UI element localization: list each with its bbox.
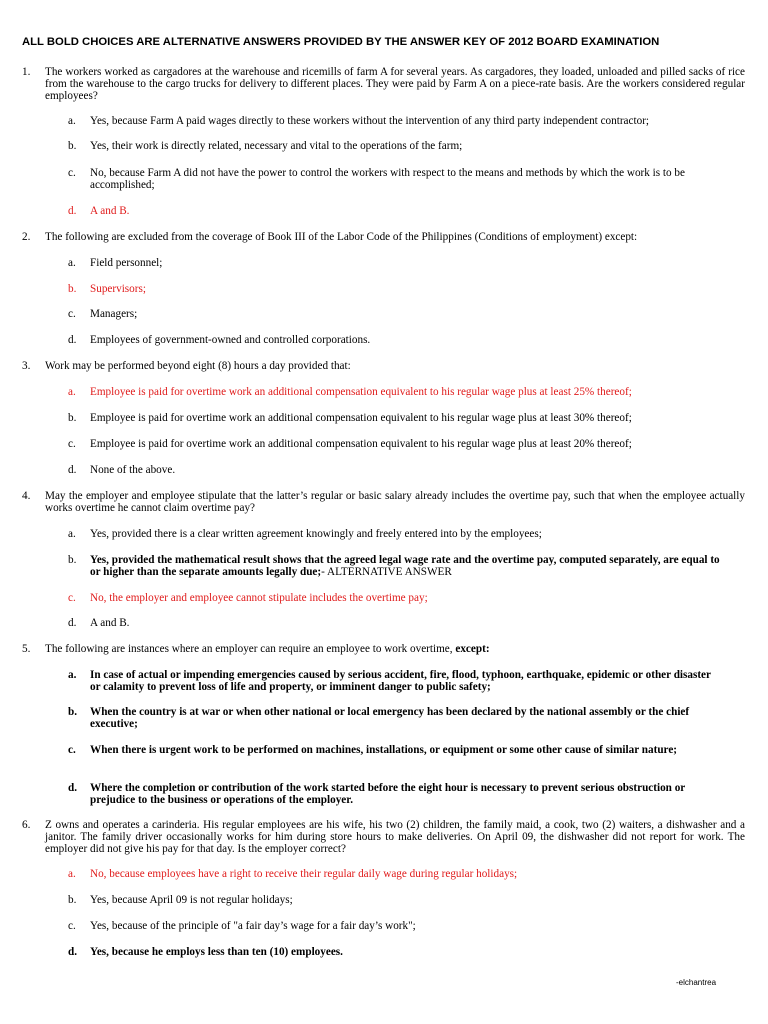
choice-text: Yes, provided there is a clear written agreement knowingly and freely entered into by the employees; bbox=[90, 528, 542, 540]
choice-letter: d. bbox=[68, 334, 77, 346]
alternative-answer-note: - ALTERNATIVE ANSWER bbox=[321, 566, 452, 578]
choice-text bbox=[90, 554, 722, 578]
choice-text: Yes, because he employs less than ten (10) employees. bbox=[90, 946, 343, 958]
question-number: 2. bbox=[22, 231, 31, 243]
choice-letter: c. bbox=[68, 920, 76, 932]
choice-letter: c. bbox=[68, 167, 76, 179]
choice-letter: a. bbox=[68, 868, 76, 880]
choice-letter: b. bbox=[68, 412, 77, 424]
choice-text: Where the completion or contribution of the work started before the eight hour is necessary to prevent serious obstruction or prejudice to the business or operations of the employer. bbox=[90, 782, 686, 806]
choice-text: Field personnel; bbox=[90, 257, 163, 269]
choice-text: No, the employer and employee cannot stipulate includes the overtime pay; bbox=[90, 592, 428, 604]
question-number: 4. bbox=[22, 490, 31, 502]
choice-letter: c. bbox=[68, 438, 76, 450]
choice-text: Employee is paid for overtime work an additional compensation equivalent to his regular wage plus at least 25% thereof; bbox=[90, 386, 632, 398]
question-text bbox=[45, 643, 745, 655]
choice-text: No, because employees have a right to receive their regular daily wage during regular holidays; bbox=[90, 868, 518, 880]
question-text: May the employer and employee stipulate that the latter’s regular or basic salary already includes the overtime pay, such that when the employee actually works overtime he cannot claim overtime pay? bbox=[45, 490, 745, 514]
choice-letter: b. bbox=[68, 140, 77, 152]
choice-letter: a. bbox=[68, 257, 76, 269]
choice-text: Yes, because April 09 is not regular holidays; bbox=[90, 894, 293, 906]
choice-text: Managers; bbox=[90, 308, 138, 320]
choice-text: Yes, because of the principle of "a fair day’s wage for a fair day’s work"; bbox=[90, 920, 416, 932]
choice-text: Employee is paid for overtime work an additional compensation equivalent to his regular wage plus at least 30% thereof; bbox=[90, 412, 632, 424]
choice-text: In case of actual or impending emergencies caused by serious accident, fire, flood, typhoon, earthquake, epidemic or other disaster or calamity to prevent loss of life and property, or imminent danger to public safety; bbox=[90, 669, 711, 693]
choice-text: No, because Farm A did not have the power to control the workers with respect to the means and methods by which the work is to be accomplished; bbox=[90, 167, 685, 191]
question-plain-text: The following are instances where an employer can require an employee to work overtime, bbox=[45, 643, 456, 655]
question-number: 5. bbox=[22, 643, 31, 655]
question-number: 1. bbox=[22, 66, 31, 78]
choice-text: Employee is paid for overtime work an additional compensation equivalent to his regular wage plus at least 20% thereof; bbox=[90, 438, 632, 450]
choice-letter: d. bbox=[68, 617, 77, 629]
question-text: The following are excluded from the coverage of Book III of the Labor Code of the Philippines (Conditions of employment) except: bbox=[45, 231, 638, 243]
choice-text: When there is urgent work to be performed on machines, installations, or equipment or some other cause of similar nature; bbox=[90, 744, 678, 756]
choice-letter: d. bbox=[68, 946, 78, 958]
choice-letter: c. bbox=[68, 744, 76, 756]
choice-text: Supervisors; bbox=[90, 283, 146, 295]
choice-text: Yes, because Farm A paid wages directly to these workers without the intervention of any third party independent contractor; bbox=[90, 115, 650, 127]
question-text: Work may be performed beyond eight (8) hours a day provided that: bbox=[45, 360, 351, 372]
choice-letter: c. bbox=[68, 308, 76, 320]
choice-letter: a. bbox=[68, 528, 76, 540]
author-signature: -elchantrea bbox=[676, 978, 717, 987]
choice-text: Yes, their work is directly related, necessary and vital to the operations of the farm; bbox=[90, 140, 463, 152]
choice-letter: b. bbox=[68, 894, 77, 906]
choice-text: None of the above. bbox=[90, 464, 176, 476]
question-text: Z owns and operates a carinderia. His regular employees are his wife, his two (2) children, the family maid, a cook, two (2) waiters, a dishwasher and a janitor. The family driver occasionally works for him during store hours to make deliveries. On April 09, the dishwasher did not report for work. The employer did not give his pay for that day. Is the employer correct? bbox=[45, 819, 745, 855]
choice-letter: a. bbox=[68, 386, 76, 398]
choice-text: When the country is at war or when other national or local emergency has been declared by the national assembly or the chief executive; bbox=[90, 706, 690, 730]
choice-text: A and B. bbox=[90, 617, 130, 629]
page-header: ALL BOLD CHOICES ARE ALTERNATIVE ANSWERS PROVIDED BY THE ANSWER KEY OF 2012 BOARD EXAMINATION bbox=[22, 36, 660, 48]
choice-bold-text: Yes, provided the mathematical result shows that the agreed legal wage rate and the overtime pay, computed separately, are equal to or higher than the separate amounts legally due; bbox=[90, 554, 720, 578]
choice-letter: b. bbox=[68, 283, 77, 295]
choice-letter: a. bbox=[68, 115, 76, 127]
choice-letter: c. bbox=[68, 592, 76, 604]
question-bold-text: except: bbox=[455, 643, 490, 655]
choice-text: A and B. bbox=[90, 205, 130, 217]
question-number: 3. bbox=[22, 360, 31, 372]
question-text: The workers worked as cargadores at the warehouse and ricemills of farm A for several years. As cargadores, they loaded, unloaded and pilled sacks of rice from the warehouse to the cargo trucks for delivery to different places. They were paid by Farm A on a piece-rate basis. Are the workers considered regular employees? bbox=[45, 66, 745, 102]
choice-letter: a. bbox=[68, 669, 77, 681]
choice-letter: d. bbox=[68, 464, 77, 476]
choice-text: Employees of government-owned and controlled corporations. bbox=[90, 334, 371, 346]
choice-letter: d. bbox=[68, 205, 77, 217]
choice-letter: d. bbox=[68, 782, 78, 794]
choice-letter: b. bbox=[68, 554, 77, 566]
question-number: 6. bbox=[22, 819, 31, 831]
choice-letter: b. bbox=[68, 706, 78, 718]
